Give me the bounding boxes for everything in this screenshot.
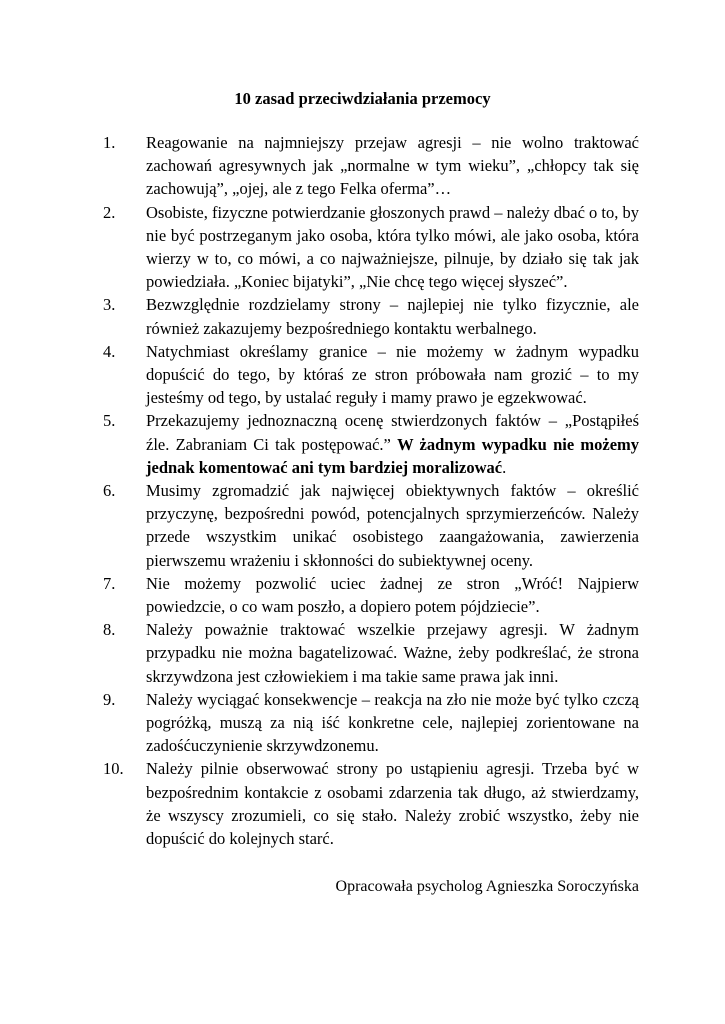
item-text: Nie możemy pozwolić uciec żadnej ze stron „Wróć! Najpierw powiedzcie, o co wam poszło, a dopiero potem pójdziecie”. (146, 573, 639, 617)
item-text: Bezwzględnie rozdzielamy strony – najlepiej nie tylko fizycznie, ale również zakazujemy bezpośredniego kontaktu werbalnego. (146, 295, 639, 338)
item-number: 1. (103, 133, 116, 152)
author-signature: Opracowała psycholog Agnieszka Soroczyńska (335, 878, 639, 895)
item-text: Należy wyciągać konsekwencje – reakcja na zło nie może być tylko czczą pogróżką, muszą za nią iść konkretne cele, najlepiej zorientowane na zadośćuczynienie skrzywdzonemu. (146, 689, 639, 756)
list-item (103, 409, 639, 479)
item-number: 7. (103, 573, 116, 593)
item-number: 5. (103, 411, 116, 431)
item-number: 2. (103, 202, 116, 222)
item-number: 9. (103, 689, 116, 709)
list-item (103, 293, 639, 339)
item-text-tail: . (502, 457, 507, 477)
list-item (103, 479, 639, 572)
item-text: Należy pilnie obserwować strony po ustąpieniu agresji. Trzeba być w bezpośrednim kontakcie z osobami zdarzenia tak długo, aż stwierdzamy, że wszyscy zrozumieli, co się stało. Należy zrobić wszystko, żeby nie dopuścić do kolejnych starć. (146, 759, 639, 849)
item-text: Natychmiast określamy granice – nie możemy w żadnym wypadku dopuścić do tego, by któraś ze stron próbowała nam grozić – to my jesteśmy od tego, by ustalać reguły i mamy prawo je egzekwować. (146, 341, 639, 408)
document-title: 10 zasad przeciwdziałania przemocy (234, 89, 491, 108)
item-text: Musimy zgromadzić jak najwięcej obiektywnych faktów – określić przyczynę, bezpośredni powód, potencjalnych sprzymierzeńców. Należy przede wszystkim unikać osobistego zaangażowania, zawierzenia pierwszemu wrażeniu i skłonności do subiektywnej oceny. (146, 481, 639, 570)
list-item (103, 757, 639, 850)
item-text-regular: Przekazujemy jednoznaczną ocenę stwierdzonych faktów – „Postąpiłeś źle. Zabraniam Ci tak postępować.” (146, 411, 639, 454)
item-text: Osobiste, fizyczne potwierdzanie głoszonych prawd – należy dbać o to, by nie być postrzeganym jako osoba, która tylko mówi, ale jako osoba, która wierzy w to, co mówi, a co najważniejsze, pilnuje, by działo się tak jak powiedziała. „Koniec bijatyki”, „Nie chcę tego więcej słyszeć”. (146, 202, 640, 292)
item-text: Reagowanie na najmniejszy przejaw agresji – nie wolno traktować zachowań agresywnych jak „normalne w tym wieku”, „chłopcy tak się zachowują”, „ojej, ale z tego Felka oferma”… (146, 133, 639, 199)
list-item (103, 201, 639, 294)
item-number: 8. (103, 620, 116, 640)
list-item (103, 572, 639, 618)
rules-list (103, 131, 639, 850)
list-item (103, 131, 639, 201)
list-item (103, 340, 639, 410)
item-number: 3. (103, 295, 116, 315)
item-text (146, 409, 639, 479)
item-number: 4. (103, 341, 116, 361)
item-number: 10. (103, 759, 124, 779)
list-item (103, 688, 639, 758)
item-text-bold: W żadnym wypadku nie możemy jednak komentować ani tym bardziej moralizować (146, 434, 640, 477)
item-number: 6. (103, 481, 116, 501)
item-text: Należy poważnie traktować wszelkie przejawy agresji. W żadnym przypadku nie można bagatelizować. Ważne, żeby podkreślać, że strona skrzywdzona jest człowiekiem i ma takie same prawa jak inni. (146, 620, 639, 686)
list-item (103, 618, 639, 688)
